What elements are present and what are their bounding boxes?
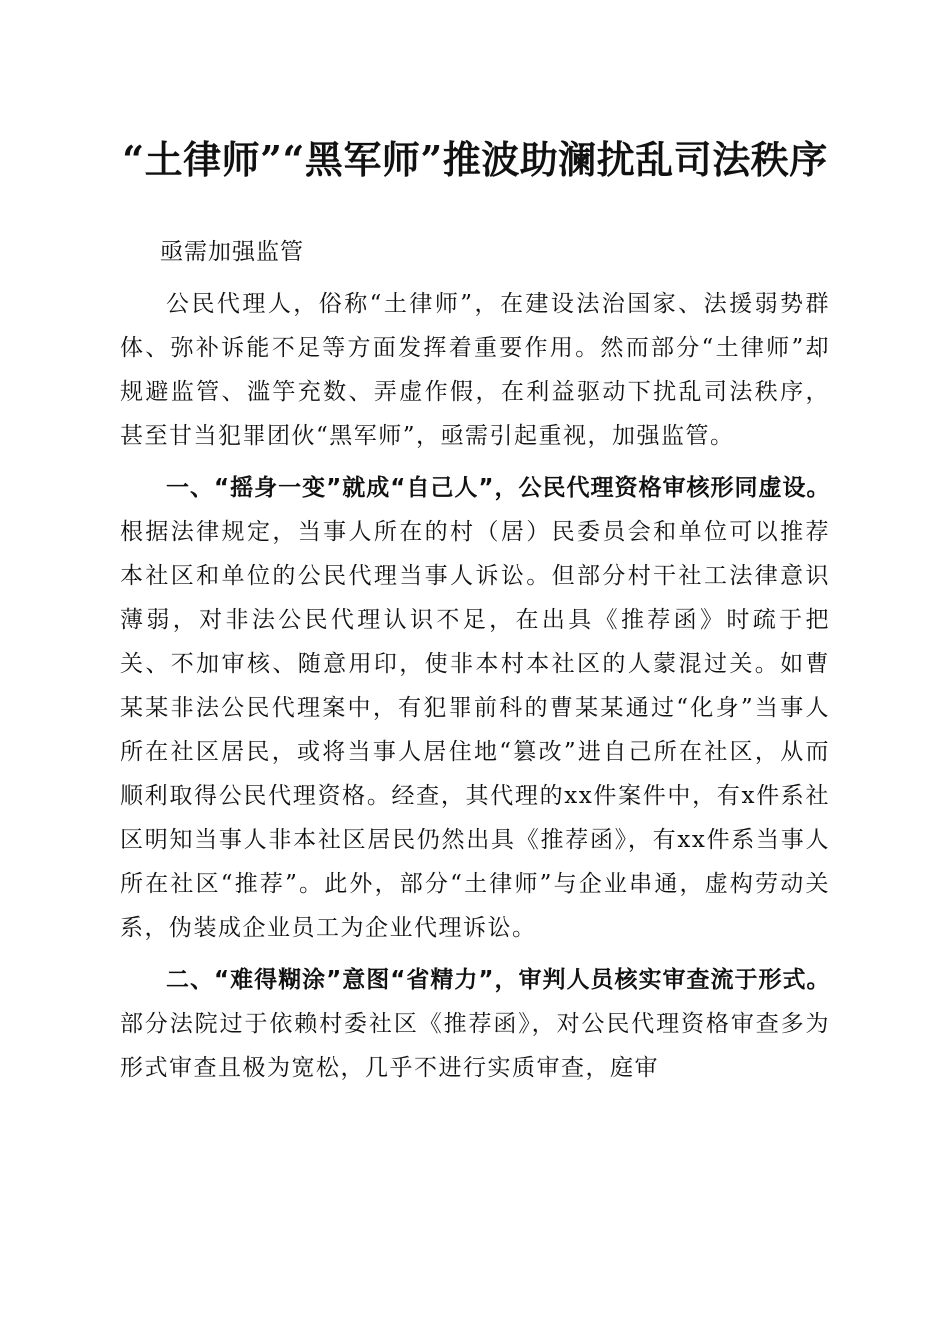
document-body bbox=[120, 230, 830, 1098]
section-paragraph-2 bbox=[120, 958, 830, 1090]
intro-paragraph: 公民代理人，俗称“土律师”，在建设法治国家、法援弱势群体、弥补诉能不足等方面发挥着重要作用。然而部分“土律师”却规避监管、滥竽充数、弄虚作假，在利益驱动下扰乱司法秩序，甚至甘当犯罪团伙“黑军师”，亟需引起重视，加强监管。 bbox=[120, 291, 830, 449]
section-body-2: 部分法院过于依赖村委社区《推荐函》，对公民代理资格审查多为形式审查且极为宽松，几乎不进行实质审查，庭审 bbox=[120, 1011, 830, 1081]
section-heading-2: 二、“难得糊涂”意图“省精力”，审判人员核实审查流于形式。 bbox=[166, 967, 830, 993]
document-subtitle: 亟需加强监管 bbox=[160, 239, 304, 265]
section-heading-1: 一、“摇身一变”就成“自己人”，公民代理资格审核形同虚设。 bbox=[166, 475, 830, 501]
section-body-1: 根据法律规定，当事人所在的村（居）民委员会和单位可以推荐本社区和单位的公民代理当事人诉讼。但部分村干社工法律意识薄弱，对非法公民代理认识不足，在出具《推荐函》时疏于把关、不加审核、随意用印，使非本村本社区的人蒙混过关。如曹某某非法公民代理案中，有犯罪前科的曹某某通过“化身”当事人所在社区居民，或将当事人居住地“篡改”进自己所在社区，从而顺利取得公民代理资格。经查，其代理的xx件案件中，有x件系社区明知当事人非本社区居民仍然出具《推荐函》，有xx件系当事人所在社区“推荐”。此外，部分“土律师”与企业串通，虚构劳动关系，伪装成企业员工为企业代理诉讼。 bbox=[120, 519, 830, 941]
section-paragraph-1 bbox=[120, 466, 830, 950]
document-title: “土律师”“黑军师”推波助澜扰乱司法秩序 bbox=[122, 137, 828, 182]
